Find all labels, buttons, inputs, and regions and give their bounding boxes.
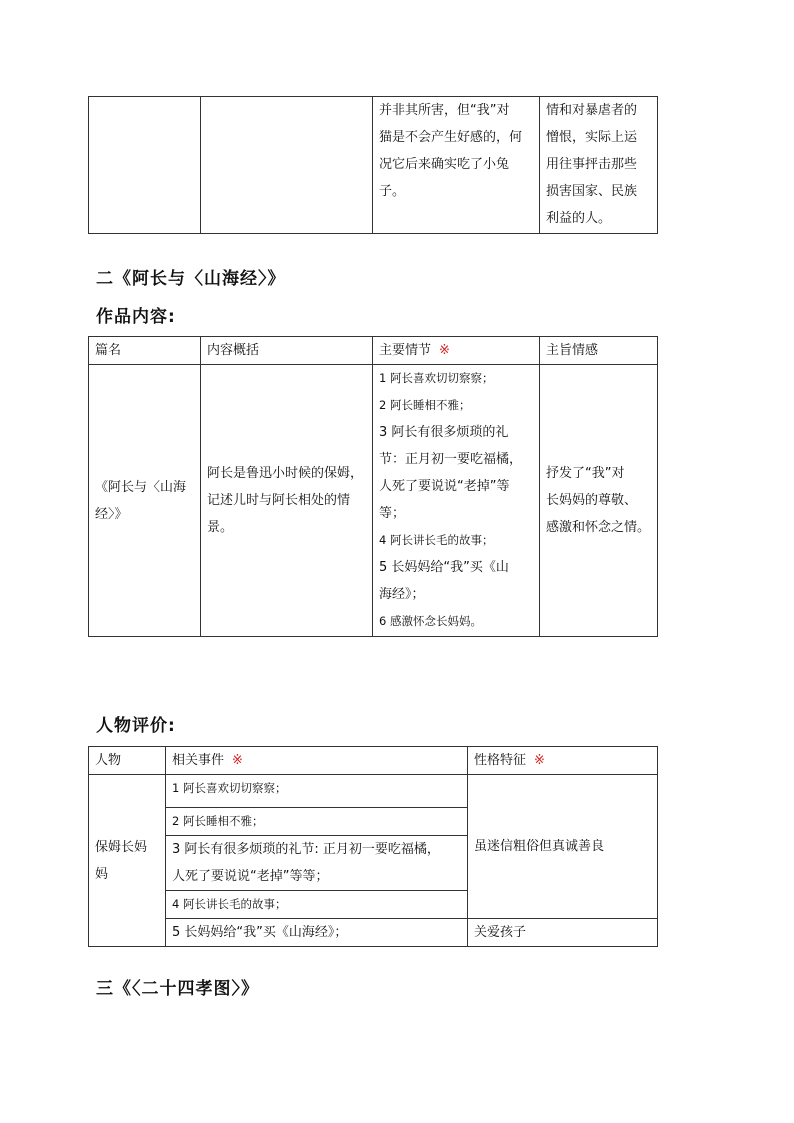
event-line: 人死了要说说“老掉”等等；	[172, 869, 329, 884]
event-line: 3 阿长有很多烦琐的礼节: 正月初一要吃福橘，	[172, 842, 440, 857]
emotion-cell	[540, 365, 658, 637]
eval-header-character: 人物	[89, 747, 166, 775]
continued-cell-4-line: 损害国家、民族	[546, 184, 638, 199]
trait-cell: 虽迷信粗俗但真诚善良	[468, 775, 658, 919]
work-title-cell	[89, 365, 201, 637]
continued-cell-4	[540, 97, 658, 234]
continued-table	[88, 96, 658, 234]
continued-cell-2	[201, 97, 373, 234]
continued-cell-3-line: 猫是不会产生好感的，何	[379, 130, 523, 145]
header-plot	[373, 337, 540, 365]
eval-header-events	[166, 747, 468, 775]
event-cell: 1 阿长喜欢切切察察；	[166, 775, 468, 808]
header-summary: 内容概括	[201, 337, 373, 365]
character-eval-table	[88, 746, 658, 947]
plot-line: 3 阿长有很多烦琐的礼	[379, 425, 509, 440]
evaluation-heading: 人物评价:	[96, 716, 176, 736]
continued-cell-3-line: 况它后来确实吃了小兔	[379, 157, 510, 172]
event-cell	[166, 836, 468, 891]
continued-cell-3	[373, 97, 540, 234]
continued-cell-1	[89, 97, 201, 234]
work-title-line: 经〉》	[95, 506, 128, 522]
emotion-line: 感激和怀念之情。	[546, 520, 651, 535]
summary-cell	[201, 365, 373, 637]
trait-cell: 关爱孩子	[468, 919, 658, 947]
key-mark: ※	[232, 753, 243, 768]
content-row	[89, 365, 658, 637]
continued-cell-4-line: 憎恨，实际上运	[546, 130, 638, 145]
continued-cell-4-line: 用往事抨击那些	[546, 157, 638, 172]
event-row	[89, 919, 658, 947]
eval-header-traits	[468, 747, 658, 775]
summary-line: 记述儿时与阿长相处的情	[207, 493, 351, 508]
character-cell	[89, 775, 166, 947]
plot-line: 4 阿长讲长毛的故事；	[379, 533, 494, 547]
event-cell: 2 阿长睡相不雅；	[166, 808, 468, 836]
content-heading: 作品内容:	[96, 307, 176, 327]
plot-line: 海经》；	[379, 587, 425, 602]
continued-cell-3-line: 子。	[379, 184, 406, 199]
emotion-line: 抒发了“我”对	[546, 466, 625, 481]
continued-cell-4-line: 情和对暴虐者的	[546, 103, 638, 118]
plot-cell	[373, 365, 540, 637]
plot-line: 人死了要说说“老掉”等	[379, 479, 510, 494]
key-mark: ※	[439, 343, 450, 358]
section-3-title: 三《〈二十四孝图〉》	[96, 979, 259, 999]
plot-line: 1 阿长喜欢切切察察；	[379, 371, 494, 385]
header-plot-label: 主要情节	[379, 343, 432, 358]
header-title: 篇名	[89, 337, 201, 365]
section-2-title: 二《阿长与〈山海经〉》	[96, 269, 286, 289]
continued-cell-4-line: 利益的人。	[546, 211, 612, 226]
plot-line: 5 长妈妈给“我”买《山	[379, 560, 509, 575]
eval-header-events-label: 相关事件	[172, 753, 225, 768]
header-theme: 主旨情感	[540, 337, 658, 365]
event-cell: 4 阿长讲长毛的故事；	[166, 891, 468, 919]
continued-cell-3-line: 并非其所害，但“我”对	[379, 103, 510, 118]
plot-line: 节：正月初一要吃福橘，	[379, 452, 523, 467]
plot-line: 2 阿长睡相不雅；	[379, 398, 471, 412]
summary-line: 景。	[207, 520, 234, 535]
work-title-line: 《阿长与〈山海	[95, 479, 187, 495]
emotion-line: 长妈妈的尊敬、	[546, 493, 638, 508]
header-row	[89, 337, 658, 365]
character-line: 保姆长妈	[95, 839, 148, 855]
plot-line: 等；	[379, 506, 406, 521]
key-mark: ※	[534, 753, 545, 768]
event-cell: 5 长妈妈给“我”买《山海经》；	[166, 919, 468, 947]
eval-header-traits-label: 性格特征	[474, 753, 527, 768]
character-line: 妈	[95, 866, 109, 882]
event-row	[89, 775, 658, 808]
eval-header-row	[89, 747, 658, 775]
work-content-table	[88, 336, 658, 637]
plot-line: 6 感激怀念长妈妈。	[379, 614, 482, 628]
summary-line: 阿长是鲁迅小时候的保姆，	[207, 466, 364, 481]
